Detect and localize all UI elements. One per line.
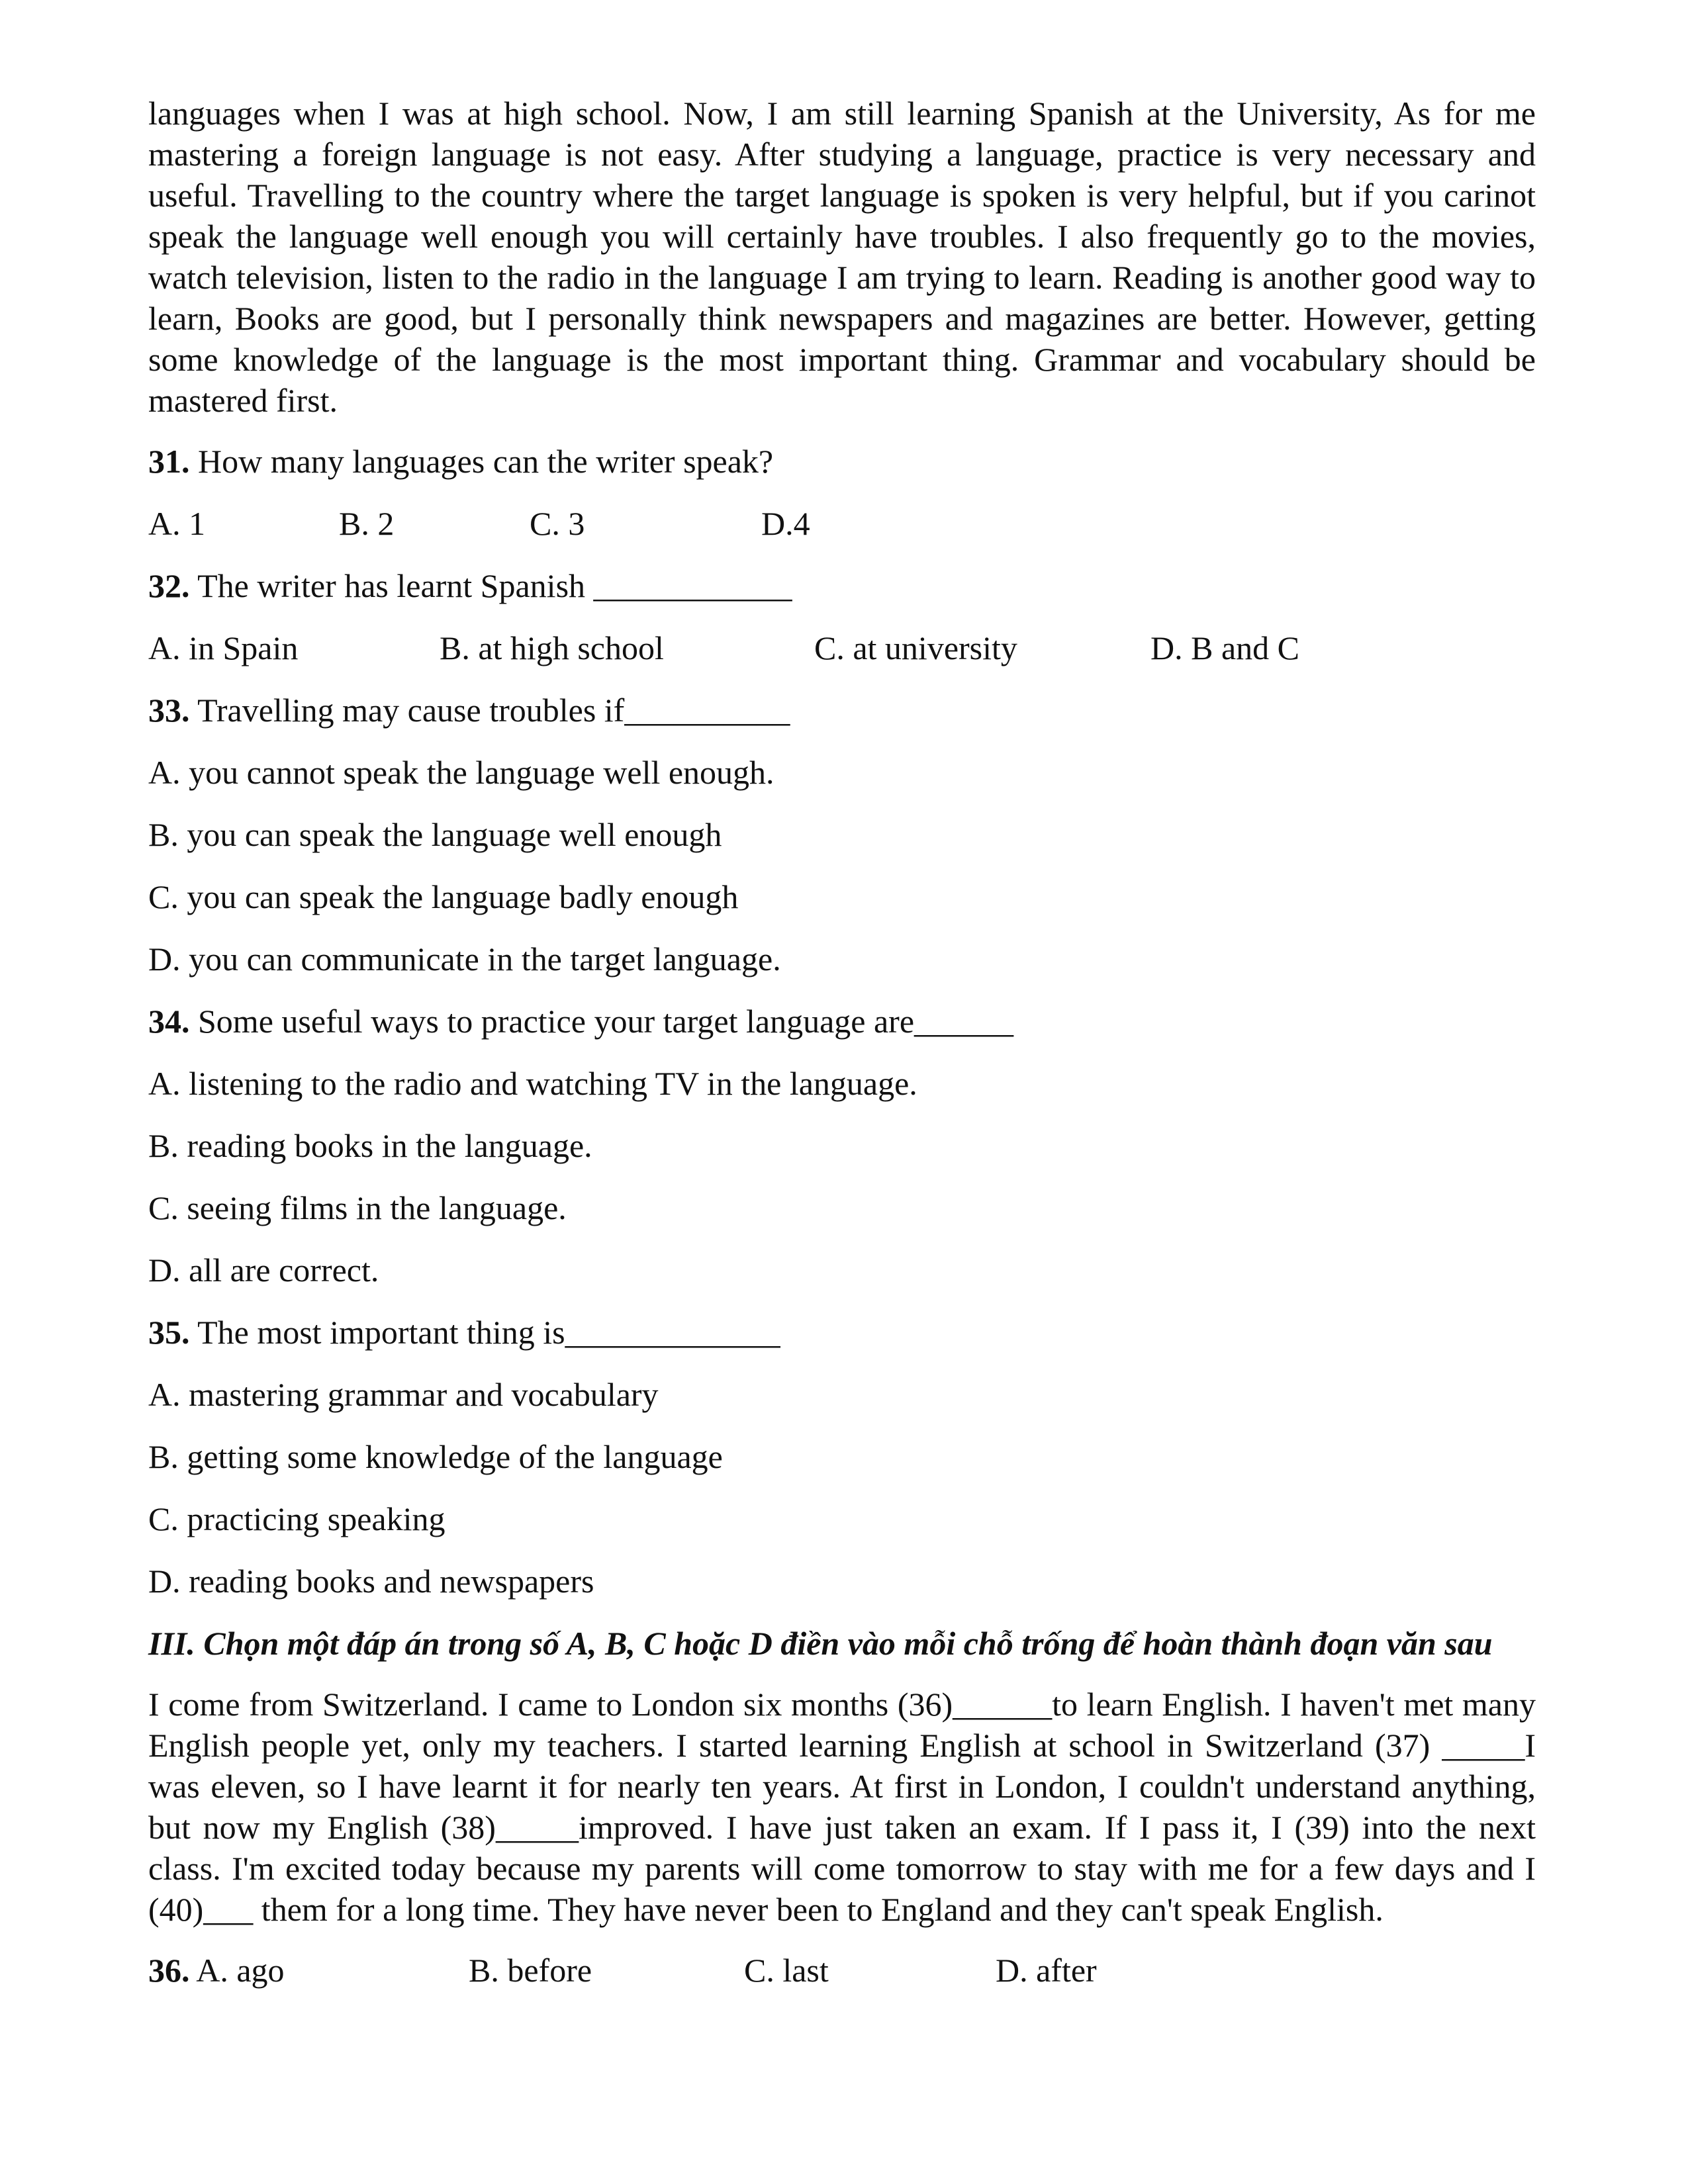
option-a: A. ago [189,1952,285,1989]
question-text: How many languages can the writer speak? [189,443,774,480]
question-31 [148,441,1536,483]
option-c: C. 3 [530,505,585,542]
cloze-passage: I come from Switzerland. I came to London six months (36)______to learn English. I haven't met many English people yet, only my teachers. I started learning English at school in Switzerland (37) _____I was eleven, so I have learnt it for nearly ten years. At first in London, I couldn't understand anything, but now my English (38)_____improved. I have just taken an exam. If I pass it, I (39) into the next class. I'm excited today because my parents will come tomorrow to stay with me for a few days and I (40)___ them for a long time. They have never been to England and they can't speak English. [148,1686,1536,1928]
question-number: 35. [148,1314,190,1351]
option-d: D. after [996,1952,1097,1989]
option-a: A. 1 [148,505,206,542]
option-c: C. practicing speaking [148,1500,445,1537]
options-31 [148,503,1536,545]
question-34 [148,1001,1536,1043]
option-d: D. you can communicate in the target language. [148,940,781,978]
option-b: B. getting some knowledge of the language [148,1438,723,1475]
question-text: The most important thing is_____________ [189,1314,780,1351]
option-c: C. you can speak the language badly enough [148,878,739,915]
question-number: 36. [148,1952,190,1989]
question-35 [148,1312,1536,1354]
option-b: B. you can speak the language well enough [148,816,722,853]
option-c: C. seeing films in the language. [148,1189,567,1226]
question-text: The writer has learnt Spanish ____________ [189,567,792,604]
question-number: 33. [148,692,190,729]
option-b: B. at high school [440,629,664,666]
option-d: D. all are correct. [148,1251,379,1289]
question-number: 32. [148,567,190,604]
option-a: A. you cannot speak the language well enough. [148,754,774,791]
question-33 [148,690,1536,732]
option-a: A. in Spain [148,629,299,666]
option-a: A. mastering grammar and vocabulary [148,1376,659,1413]
option-c: C. last [744,1952,829,1989]
question-32 [148,565,1536,608]
option-d: D. B and C [1150,629,1299,666]
question-number: 31. [148,443,190,480]
question-number: 34. [148,1003,190,1040]
worksheet-page [148,93,1536,1992]
option-c: C. at university [814,629,1017,666]
option-b: B. before [469,1952,592,1989]
options-36 [148,1950,1536,1992]
section-heading: III. Chọn một đáp án trong số A, B, C hoặc D điền vào mỗi chỗ trống để hoàn thành đoạn văn sau [148,1625,1493,1662]
reading-passage: languages when I was at high school. Now, I am still learning Spanish at the University, As for me mastering a foreign language is not easy. After studying a language, practice is very necessary and useful. Travelling to the country where the target language is spoken is very helpful, but if you carinot speak the language well enough you will certainly have troubles. I also frequently go to the movies, watch television, listen to the radio in the language I am trying to learn. Reading is another good way to learn, Books are good, but I personally think newspapers and magazines are better. However, getting some knowledge of the language is the most important thing. Grammar and vocabulary should be mastered first. [148,95,1536,419]
option-b: B. 2 [339,505,395,542]
question-36 [148,1950,285,1991]
question-text: Travelling may cause troubles if__________ [189,692,790,729]
option-d: D. reading books and newspapers [148,1563,594,1600]
option-b: B. reading books in the language. [148,1127,592,1164]
question-text: Some useful ways to practice your target language are______ [189,1003,1014,1040]
options-32 [148,627,1536,670]
option-a: A. listening to the radio and watching TV in the language. [148,1065,917,1102]
option-d: D.4 [761,505,810,542]
